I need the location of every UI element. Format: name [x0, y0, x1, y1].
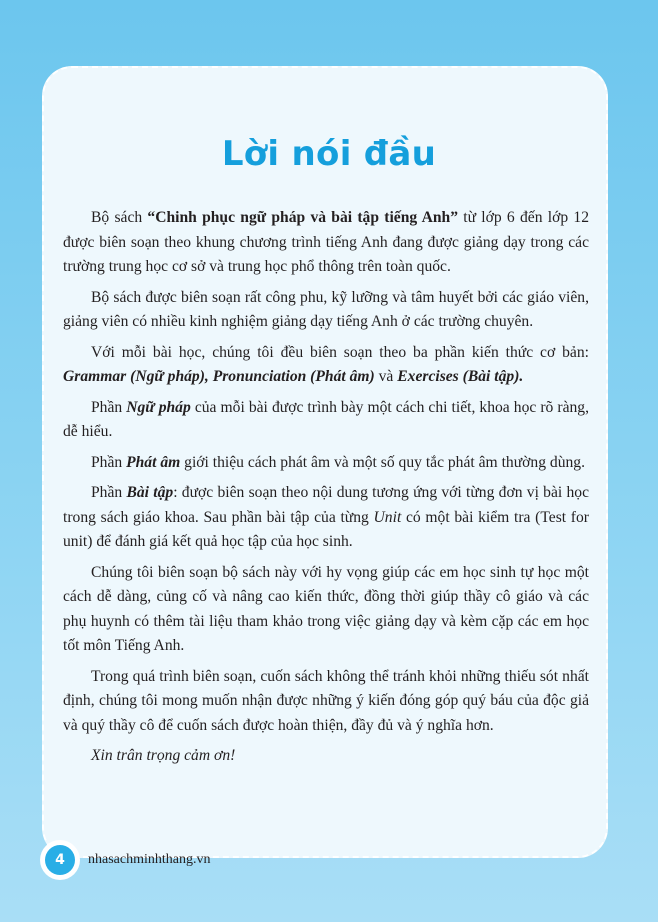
- paragraph-6: Phần Bài tập: được biên soạn theo nội dung tương ứng với từng đơn vị bài học trong sách giáo khoa. Sau phần bài tập của từng Unit có một bài kiểm tra (Test for unit) để đánh giá kết quả học tập của học sinh.: [63, 484, 589, 550]
- paragraph-4: Phần Ngữ pháp của mỗi bài được trình bày một cách chi tiết, khoa học rõ ràng, dễ hiểu.: [63, 398, 589, 440]
- paragraph-5: Phần Phát âm giới thiệu cách phát âm và một số quy tắc phát âm thường dùng.: [91, 453, 585, 471]
- page-number: 4: [45, 845, 75, 875]
- book-title: “Chinh phục ngữ pháp và bài tập tiếng Anh”: [147, 209, 458, 226]
- closing-line: Xin trân trọng cảm ơn!: [91, 747, 236, 764]
- paragraph-3: Với mỗi bài học, chúng tôi đều biên soạn theo ba phần kiến thức cơ bản: Grammar (Ngữ pháp), Pronunciation (Phát âm) và Exercises (Bài tập).: [63, 343, 589, 385]
- paragraph-2: Bộ sách được biên soạn rất công phu, kỹ lưỡng và tâm huyết bởi các giáo viên, giảng viên có nhiều kinh nghiệm giảng dạy tiếng Anh ở các trường chuyên.: [63, 288, 589, 330]
- paragraph-1: Bộ sách “Chinh phục ngữ pháp và bài tập tiếng Anh” từ lớp 6 đến lớp 12 được biên soạn theo khung chương trình tiếng Anh đang được giảng dạy trong các trường trung học cơ sở và trung học phổ thông trên toàn quốc.: [63, 209, 589, 275]
- page-title: Lời nói đầu: [221, 134, 437, 174]
- website-footer: nhasachminhthang.vn: [88, 852, 211, 867]
- paragraph-8: Trong quá trình biên soạn, cuốn sách không thể tránh khỏi những thiếu sót nhất định, chúng tôi mong muốn nhận được những ý kiến đóng góp quý báu của độc giả và quý thầy cô để cuốn sách được hoàn thiện, đầy đủ và ý nghĩa hơn.: [63, 667, 589, 734]
- paragraph-7: Chúng tôi biên soạn bộ sách này với hy vọng giúp các em học sinh tự học một cách dễ dàng, củng cố và nâng cao kiến thức, đồng thời giúp thầy cô giáo và các phụ huynh có thêm tài liệu tham khảo trong việc giảng dạy và kèm cặp các em học tốt môn Tiếng Anh.: [63, 563, 589, 654]
- preface-body: [63, 206, 589, 769]
- page-number-badge: [40, 840, 80, 880]
